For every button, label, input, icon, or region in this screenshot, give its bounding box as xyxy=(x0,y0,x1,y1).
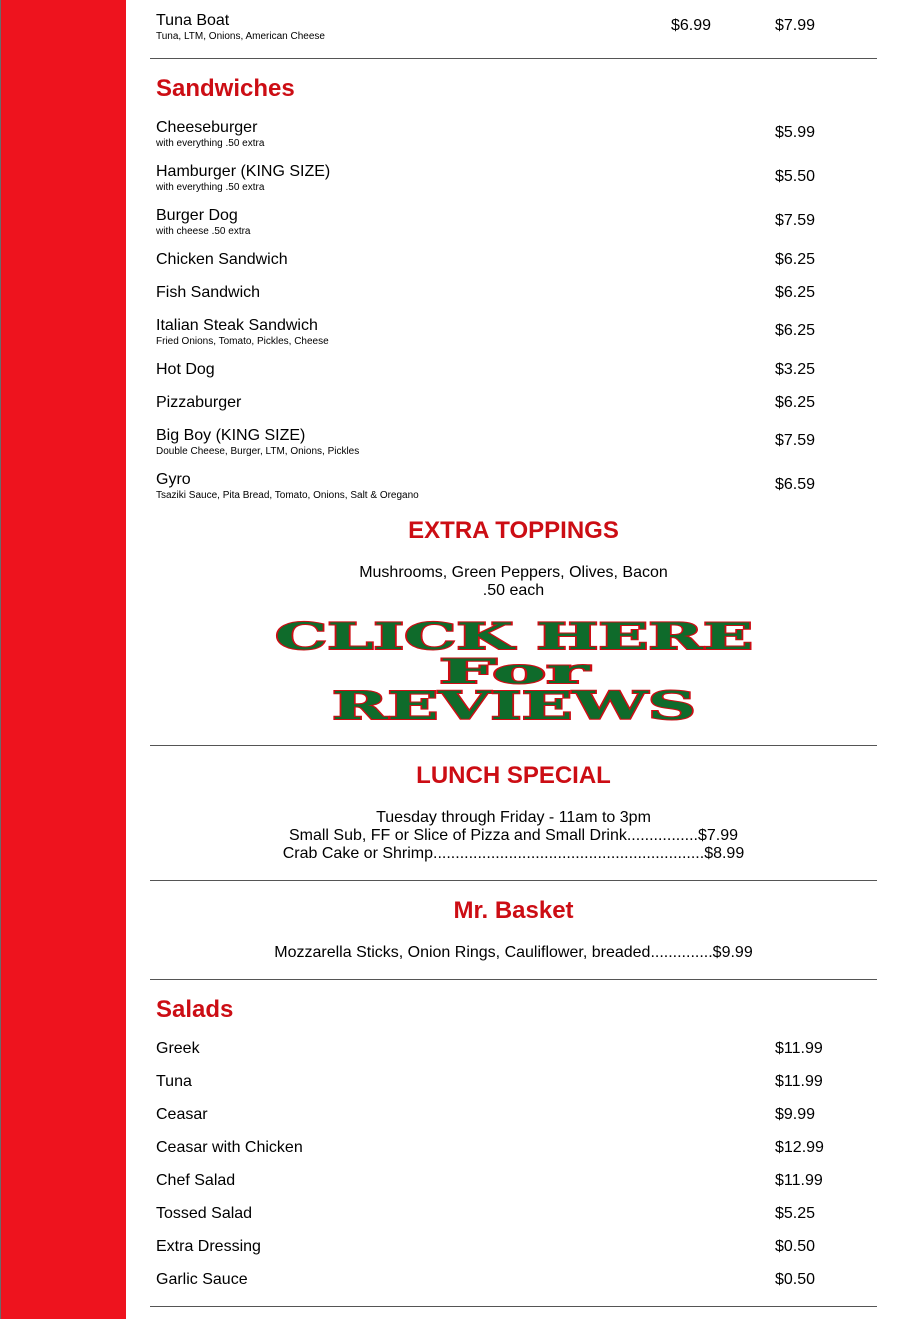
item-description: Tuna, LTM, Onions, American Cheese xyxy=(156,31,325,42)
item-name: Hot Dog xyxy=(156,361,215,378)
menu-content xyxy=(150,0,877,1319)
item-price-large: $7.99 xyxy=(775,17,816,34)
item-name: Italian Steak Sandwich xyxy=(156,317,318,334)
section-title-extra-toppings: EXTRA TOPPINGS xyxy=(408,517,619,544)
section-title-lunch-special: LUNCH SPECIAL xyxy=(416,762,611,789)
item-price: $6.25 xyxy=(775,284,816,301)
item-name: Fish Sandwich xyxy=(156,284,261,301)
item-price: $7.59 xyxy=(775,212,816,229)
lunch-special-offer-2: Crab Cake or Shrimp.............................................................$8.99 xyxy=(282,845,745,862)
item-price: $5.25 xyxy=(775,1205,816,1222)
mr-basket-offer: Mozzarella Sticks, Onion Rings, Cauliflower, breaded..............$9.99 xyxy=(274,944,753,961)
item-price: $7.59 xyxy=(775,432,816,449)
item-price: $11.99 xyxy=(775,1172,823,1189)
item-price: $0.50 xyxy=(775,1271,816,1288)
lunch-special-hours: Tuesday through Friday - 11am to 3pm xyxy=(376,809,651,826)
item-price: $6.59 xyxy=(775,476,816,493)
item-name: Gyro xyxy=(156,471,191,488)
item-price: $5.99 xyxy=(775,124,816,141)
item-description: with everything .50 extra xyxy=(156,138,265,149)
item-description: Fried Onions, Tomato, Pickles, Cheese xyxy=(156,336,329,347)
item-description: with cheese .50 extra xyxy=(156,226,251,237)
left-sidebar xyxy=(0,0,126,1319)
item-name: Chef Salad xyxy=(156,1172,236,1189)
lunch-special-offer-1: Small Sub, FF or Slice of Pizza and Small Drink................$7.99 xyxy=(288,827,739,844)
item-price: $11.99 xyxy=(775,1040,823,1057)
item-price: $6.25 xyxy=(775,251,816,268)
item-price: $0.50 xyxy=(775,1238,816,1255)
divider xyxy=(150,1306,877,1307)
item-name: Tuna Boat xyxy=(156,12,230,29)
item-name: Extra Dressing xyxy=(156,1238,261,1255)
item-description: Double Cheese, Burger, LTM, Onions, Pickles xyxy=(156,446,360,457)
banner-line-3[interactable]: REVIEWS xyxy=(332,683,696,725)
item-price: $11.99 xyxy=(775,1073,823,1090)
extra-toppings-list: Mushrooms, Green Peppers, Olives, Bacon xyxy=(359,564,668,581)
section-title-mr-basket: Mr. Basket xyxy=(453,897,574,924)
item-price: $12.99 xyxy=(775,1139,824,1156)
item-name: Cheeseburger xyxy=(156,119,258,136)
previous-section-heading-clipped xyxy=(156,0,336,2)
item-name: Tossed Salad xyxy=(156,1205,253,1222)
section-title-salads: Salads xyxy=(156,996,234,1023)
extra-toppings-price: .50 each xyxy=(482,582,545,599)
divider xyxy=(150,58,877,59)
item-name: Ceasar xyxy=(156,1106,208,1123)
divider xyxy=(150,880,877,881)
item-price: $6.25 xyxy=(775,394,816,411)
section-title-sandwiches: Sandwiches xyxy=(156,75,295,102)
item-name: Chicken Sandwich xyxy=(156,251,288,268)
item-name: Garlic Sauce xyxy=(156,1271,248,1288)
item-name: Pizzaburger xyxy=(156,394,242,411)
item-price: $6.25 xyxy=(775,322,816,339)
banner-line-2[interactable]: For xyxy=(439,652,592,692)
item-name: Big Boy (KING SIZE) xyxy=(156,427,306,444)
item-name: Tuna xyxy=(156,1073,192,1090)
item-name: Hamburger (KING SIZE) xyxy=(156,163,331,180)
banner-line-1[interactable]: CLICK HERE xyxy=(275,616,753,658)
item-name: Greek xyxy=(156,1040,200,1057)
item-price: $3.25 xyxy=(775,361,816,378)
next-section-heading-clipped xyxy=(156,1312,163,1319)
item-name: Burger Dog xyxy=(156,207,238,224)
click-here-for-reviews-banner[interactable] xyxy=(272,615,756,725)
item-price-small: $6.99 xyxy=(671,17,712,34)
item-price: $9.99 xyxy=(775,1106,816,1123)
divider xyxy=(150,979,877,980)
divider xyxy=(150,745,877,746)
item-description: with everything .50 extra xyxy=(156,182,265,193)
item-price: $5.50 xyxy=(775,168,816,185)
item-name: Ceasar with Chicken xyxy=(156,1139,303,1156)
item-description: Tsaziki Sauce, Pita Bread, Tomato, Onions, Salt & Oregano xyxy=(156,490,419,501)
